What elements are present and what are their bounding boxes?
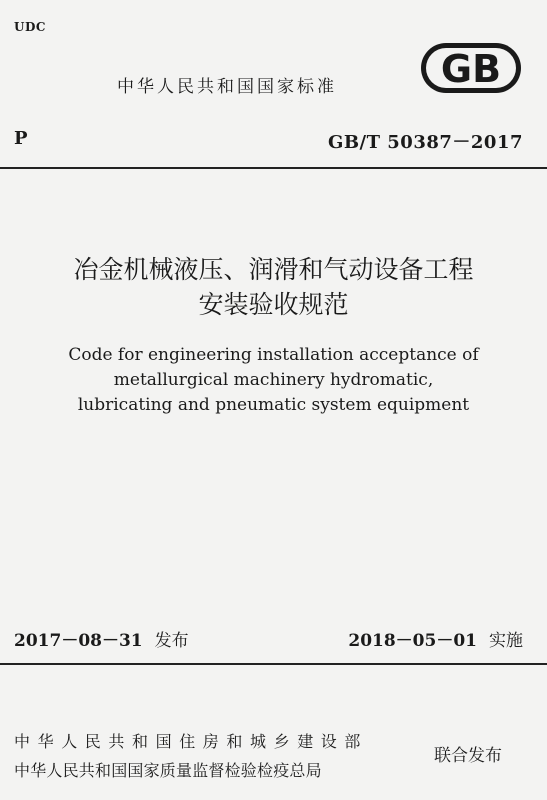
issuing-dept-1: 中华人民共和国住房和城乡建设部 bbox=[14, 732, 369, 751]
joint-issue-label: 联合发布 bbox=[434, 746, 502, 766]
effective-date: 2018－05－01 bbox=[348, 631, 477, 651]
bottom-divider bbox=[0, 663, 547, 665]
issue-date-block bbox=[14, 626, 189, 651]
issuing-dept-2: 中华人民共和国国家质量监督检验检疫总局 bbox=[14, 761, 322, 780]
title-cn-line2: 安装验收规范 bbox=[198, 290, 349, 319]
title-en-line1: Code for engineering installation acceptance of bbox=[68, 345, 479, 365]
effective-label: 实施 bbox=[489, 631, 523, 651]
national-standard-heading: 中华人民共和国国家标准 bbox=[117, 77, 337, 97]
category-code: P bbox=[14, 128, 28, 149]
top-divider bbox=[0, 167, 547, 169]
issue-label: 发布 bbox=[154, 631, 189, 651]
effective-date-block bbox=[348, 626, 523, 651]
udc-label: UDC bbox=[14, 20, 46, 34]
title-en-line3: lubricating and pneumatic system equipment bbox=[77, 395, 470, 415]
gb-logo-text: GB bbox=[440, 47, 502, 91]
gb-logo bbox=[420, 42, 522, 94]
issue-date: 2017－08－31 bbox=[14, 631, 143, 651]
title-cn-line1: 冶金机械液压、润滑和气动设备工程 bbox=[73, 255, 474, 284]
title-en-line2: metallurgical machinery hydromatic, bbox=[113, 370, 434, 390]
standard-number: GB/T 50387－2017 bbox=[327, 132, 523, 153]
